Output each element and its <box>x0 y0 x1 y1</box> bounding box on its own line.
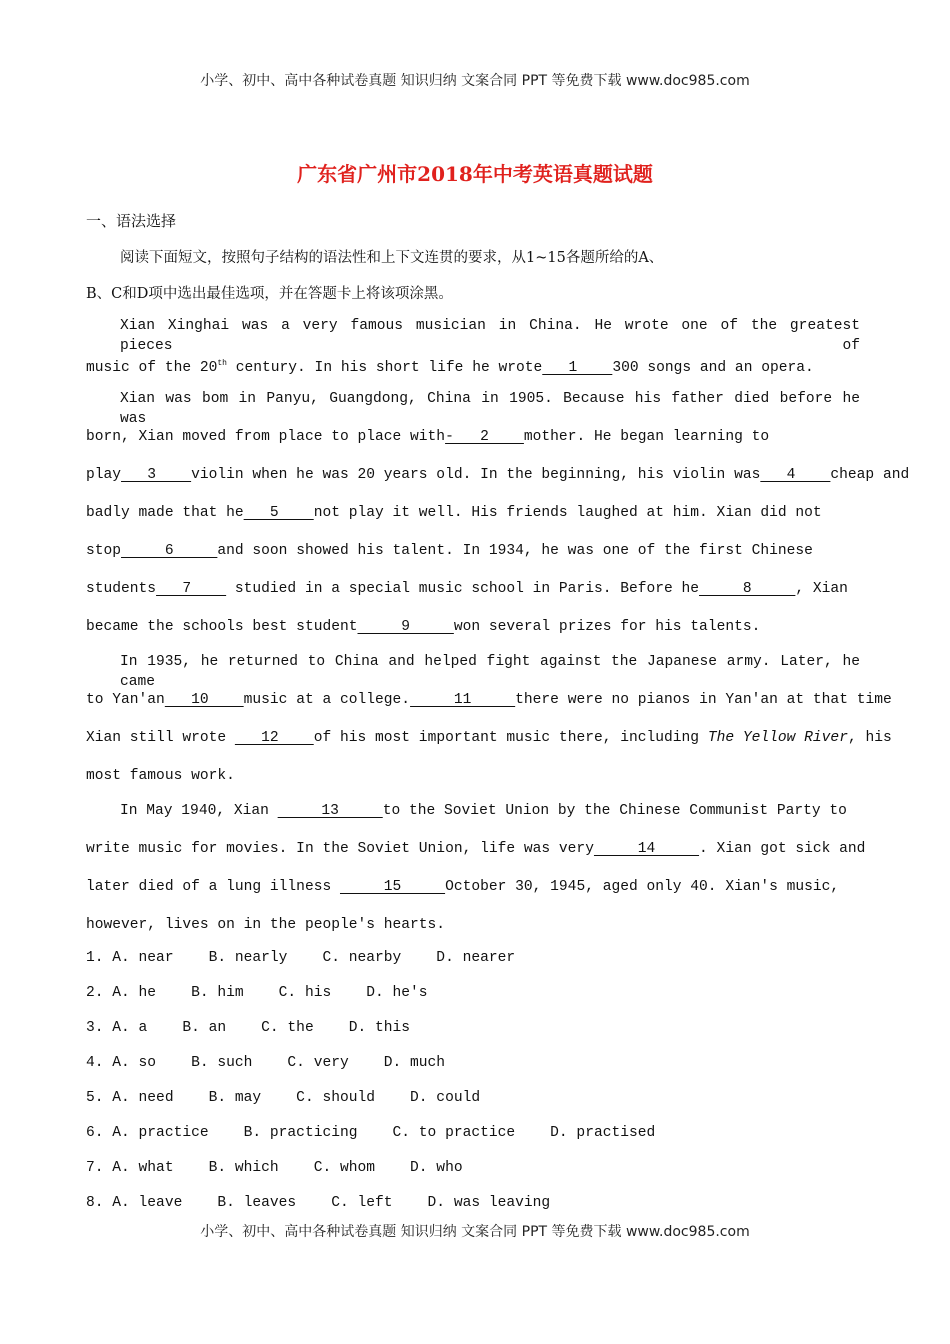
blank-10: 10 <box>164 692 244 708</box>
passage-line: however, lives on in the people's hearts. <box>86 917 446 933</box>
passage-line: write music for movies. In the Soviet Union, life was very 14 . Xian got sick and <box>86 841 866 857</box>
passage-line: students 7 studied in a special music school in Paris. Before he 8 , Xian <box>86 581 848 597</box>
blank-14: 14 <box>593 841 700 857</box>
blank-5: 5 <box>243 505 314 521</box>
passage-line: badly made that he 5 not play it well. His friends laughed at him. Xian did not <box>86 505 822 521</box>
blank-15: 15 <box>339 879 446 895</box>
instruction-line-1: 阅读下面短文，按照句子结构的语法性和上下文连贯的要求，从1~15各题所给的A、 <box>120 250 664 266</box>
blank-9: 9 <box>357 619 454 635</box>
question-options-7: 7. A. what B. which C. whom D. who <box>86 1160 463 1176</box>
blank-3: 3 <box>121 467 192 483</box>
question-options-8: 8. A. leave B. leaves C. left D. was leaving <box>86 1195 551 1211</box>
passage-line: to Yan'an 10 music at a college. 11 there were no pianos in Yan'an at that time <box>86 692 892 708</box>
passage-line: Xian Xinghai was a very famous musician in China. He wrote one of the greatest pieces of <box>120 318 860 354</box>
question-options-4: 4. A. so B. such C. very D. much <box>86 1055 446 1071</box>
question-options-2: 2. A. he B. him C. his D. he's <box>86 985 428 1001</box>
blank-6: 6 <box>121 543 218 559</box>
question-options-1: 1. A. near B. nearly C. nearby D. nearer <box>86 950 516 966</box>
page-footer: 小学、初中、高中各种试卷真题 知识归纳 文案合同 PPT 等免费下载 www.doc985.com <box>200 1224 750 1240</box>
passage-line: later died of a lung illness 15 October 30, 1945, aged only 40. Xian's music, <box>86 879 840 895</box>
instruction-line-2: B、C和D项中选出最佳选项，并在答题卡上将该项涂黑。 <box>86 286 453 302</box>
blank-7: 7 <box>156 581 227 597</box>
passage-line: Xian still wrote 12 of his most important music there, including The Yellow River, his <box>86 730 892 746</box>
passage-line: music of the 20th century. In his short life he wrote 1 300 songs and an opera. <box>86 359 814 376</box>
blank-13: 13 <box>277 803 383 819</box>
passage-line: In 1935, he returned to China and helped fight against the Japanese army. Later, he came <box>120 654 860 690</box>
blank-11: 11 <box>410 692 516 708</box>
blank-8: 8 <box>699 581 796 597</box>
question-options-6: 6. A. practice B. practicing C. to practice D. practised <box>86 1125 656 1141</box>
passage-line: most famous work. <box>86 768 235 784</box>
passage-line: born, Xian moved from place to place with- 2 mother. He began learning to <box>86 429 770 445</box>
blank-4: 4 <box>760 467 831 483</box>
page-header: 小学、初中、高中各种试卷真题 知识归纳 文案合同 PPT 等免费下载 www.doc985.com <box>200 73 750 89</box>
passage-line: became the schools best student 9 won several prizes for his talents. <box>86 619 761 635</box>
passage-line: stop 6 and soon showed his talent. In 1934, he was one of the first Chinese <box>86 543 813 559</box>
section-heading: 一、语法选择 <box>86 212 177 230</box>
question-options-5: 5. A. need B. may C. should D. could <box>86 1090 481 1106</box>
blank-2: - 2 <box>445 429 524 445</box>
question-options-3: 3. A. a B. an C. the D. this <box>86 1020 411 1036</box>
superscript: th <box>217 359 227 368</box>
passage-line: Xian was bom in Panyu, Guangdong, China in 1905. Because his father died before he was <box>120 391 860 427</box>
blank-1: 1 <box>542 359 613 376</box>
passage-line: play 3 violin when he was 20 years old. In the beginning, his violin was 4 cheap and <box>86 467 910 483</box>
blank-12: 12 <box>234 730 314 746</box>
passage-line: In May 1940, Xian 13 to the Soviet Union by the Chinese Communist Party to <box>120 803 847 819</box>
song-title: The Yellow River <box>707 730 848 746</box>
page-title: 广东省广州市2018年中考英语真题试题 <box>297 162 653 186</box>
